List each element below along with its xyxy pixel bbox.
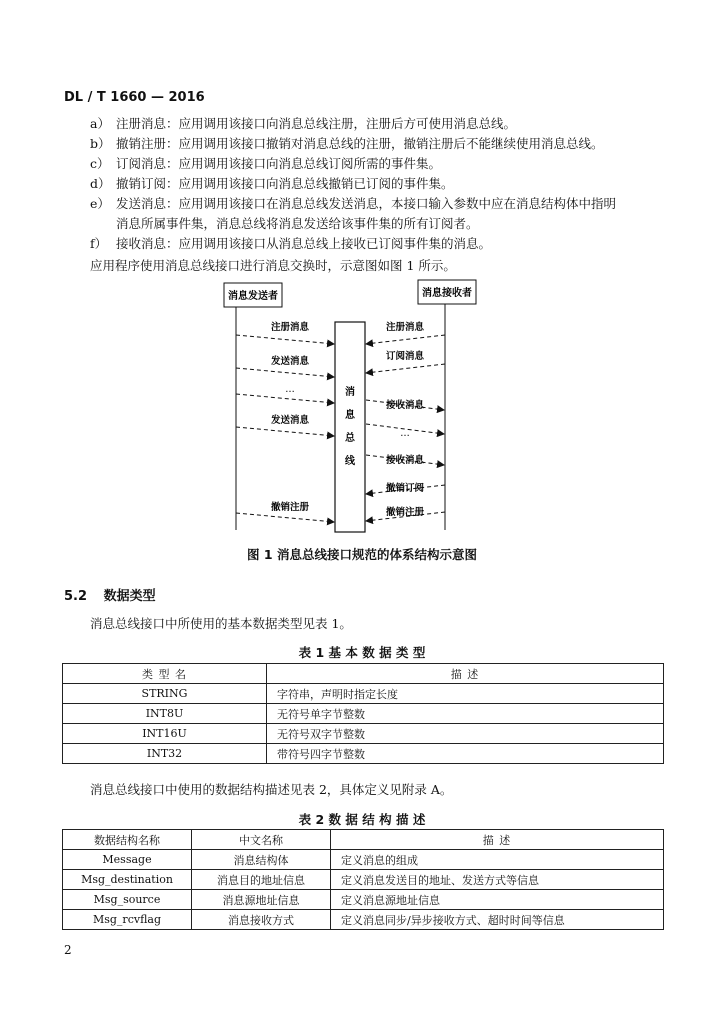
list-item-text: 撤销订阅：应用调用该接口向消息总线撤销已订阅的事件集。 bbox=[116, 176, 454, 191]
table-cell: 消息接收方式 bbox=[192, 910, 331, 930]
svg-text:撤销注册: 撤销注册 bbox=[385, 507, 425, 518]
list-item-text: 注册消息：应用调用该接口向消息总线注册，注册后方可使用消息总线。 bbox=[116, 116, 517, 131]
table-header-cell: 描 述 bbox=[267, 664, 664, 684]
table1-caption: 表 1 基 本 数 据 类 型 bbox=[298, 645, 426, 660]
right-message-receive-2 bbox=[366, 454, 444, 466]
table-cell: 消息结构体 bbox=[192, 850, 331, 870]
table-header-row bbox=[63, 664, 664, 684]
section-heading bbox=[64, 585, 156, 604]
table-cell: 定义消息源地址信息 bbox=[331, 890, 664, 910]
table-header-cell: 数据结构名称 bbox=[63, 830, 192, 850]
bus-char: 消 bbox=[345, 387, 355, 398]
svg-text:发送消息: 发送消息 bbox=[270, 415, 310, 426]
right-message-receive bbox=[366, 399, 444, 411]
sender-label: 消息发送者 bbox=[228, 291, 278, 302]
svg-text:注册消息: 注册消息 bbox=[385, 322, 425, 333]
table-cell: 定义消息的组成 bbox=[331, 850, 664, 870]
table-header-cell: 中文名称 bbox=[192, 830, 331, 850]
table-cell: 消息源地址信息 bbox=[192, 890, 331, 910]
right-message-ellipsis bbox=[366, 424, 444, 439]
left-message-send bbox=[236, 355, 334, 377]
svg-text:撤销注册: 撤销注册 bbox=[270, 502, 310, 513]
list-item-text: 订阅消息：应用调用该接口向消息总线订阅所需的事件集。 bbox=[116, 156, 442, 171]
table-cell: Msg_destination bbox=[63, 870, 192, 890]
message-bus bbox=[335, 322, 365, 532]
list-item-key: d） bbox=[90, 176, 111, 191]
svg-text:接收消息: 接收消息 bbox=[385, 455, 425, 466]
table-row bbox=[63, 704, 664, 724]
document-id: DL / T 1660 — 2016 bbox=[64, 90, 205, 105]
bus-char: 息 bbox=[345, 410, 355, 421]
table-row bbox=[63, 910, 664, 930]
list-item-text: 发送消息：应用调用该接口在消息总线发送消息，本接口输入参数中应在消息结构体中指明 bbox=[116, 196, 617, 211]
svg-text:撤销订阅: 撤销订阅 bbox=[385, 483, 425, 494]
left-message-unregister bbox=[236, 501, 334, 522]
table-cell: 定义消息同步/异步接收方式、超时时间等信息 bbox=[331, 910, 664, 930]
table-cell: Msg_source bbox=[63, 890, 192, 910]
list-item-key: f） bbox=[90, 236, 108, 251]
table-row bbox=[63, 744, 664, 764]
table-cell: 字符串，声明时指定长度 bbox=[267, 684, 664, 704]
table-header-row bbox=[63, 830, 664, 850]
table-cell: 无符号单字节整数 bbox=[267, 704, 664, 724]
figure-caption: 图 1 消息总线接口规范的体系结构示意图 bbox=[247, 547, 477, 562]
table-cell: Message bbox=[63, 850, 192, 870]
table2-intro: 消息总线接口中使用的数据结构描述见表 2，具体定义见附录 A。 bbox=[90, 782, 453, 797]
list-item-text: 接收消息：应用调用该接口从消息总线上接收已订阅事件集的消息。 bbox=[116, 236, 492, 251]
svg-text:…: … bbox=[400, 428, 410, 439]
svg-text:订阅消息: 订阅消息 bbox=[385, 351, 425, 362]
list-item-key: a） bbox=[90, 116, 110, 131]
table-row bbox=[63, 724, 664, 744]
table-row bbox=[63, 850, 664, 870]
table-header-cell: 类 型 名 bbox=[63, 664, 267, 684]
right-message-unsubscribe bbox=[366, 482, 445, 494]
right-message-unregister bbox=[366, 506, 445, 521]
table-cell: 消息目的地址信息 bbox=[192, 870, 331, 890]
sender-box bbox=[224, 283, 282, 307]
bus-char: 总 bbox=[345, 433, 355, 444]
page-number: 2 bbox=[64, 943, 72, 957]
intro-paragraph: 应用程序使用消息总线接口进行消息交换时，示意图如图 1 所示。 bbox=[90, 258, 456, 273]
table-cell: 无符号双字节整数 bbox=[267, 724, 664, 744]
table1-intro: 消息总线接口中所使用的基本数据类型见表 1。 bbox=[90, 616, 352, 631]
list-item-text: 撤销注册：应用调用该接口撤销对消息总线的注册，撤销注册后不能继续使用消息总线。 bbox=[116, 136, 604, 151]
basic-data-types-table bbox=[62, 663, 664, 764]
table-cell: INT32 bbox=[63, 744, 267, 764]
table-row bbox=[63, 684, 664, 704]
receiver-box bbox=[418, 280, 476, 304]
list-item-key: e） bbox=[90, 196, 110, 211]
table-header-cell: 描 述 bbox=[331, 830, 664, 850]
table-cell: STRING bbox=[63, 684, 267, 704]
list-item-text: 消息所属事件集，消息总线将消息发送给该事件集的所有订阅者。 bbox=[116, 216, 479, 231]
right-message-subscribe bbox=[366, 350, 445, 373]
bus-char: 线 bbox=[345, 456, 355, 467]
table-row bbox=[63, 870, 664, 890]
svg-text:注册消息: 注册消息 bbox=[270, 322, 310, 333]
list-item-key: b） bbox=[90, 136, 111, 151]
section-number: 5.2 bbox=[64, 589, 88, 604]
section-title: 数据类型 bbox=[103, 589, 156, 604]
table-cell: Msg_rcvflag bbox=[63, 910, 192, 930]
data-structure-table bbox=[62, 829, 664, 930]
list-item-key: c） bbox=[90, 156, 110, 171]
table2-caption: 表 2 数 据 结 构 描 述 bbox=[298, 812, 426, 827]
table-cell: 带符号四字节整数 bbox=[267, 744, 664, 764]
table-cell: INT16U bbox=[63, 724, 267, 744]
table-cell: 定义消息发送目的地址、发送方式等信息 bbox=[331, 870, 664, 890]
table-cell: INT8U bbox=[63, 704, 267, 724]
right-message-register bbox=[366, 321, 445, 344]
svg-text:接收消息: 接收消息 bbox=[385, 400, 425, 411]
receiver-label: 消息接收者 bbox=[422, 288, 472, 299]
svg-text:…: … bbox=[285, 384, 295, 395]
svg-text:发送消息: 发送消息 bbox=[270, 356, 310, 367]
left-message-register bbox=[236, 321, 334, 344]
left-message-ellipsis bbox=[236, 384, 334, 403]
table-row bbox=[63, 890, 664, 910]
left-message-send-2 bbox=[236, 414, 334, 436]
